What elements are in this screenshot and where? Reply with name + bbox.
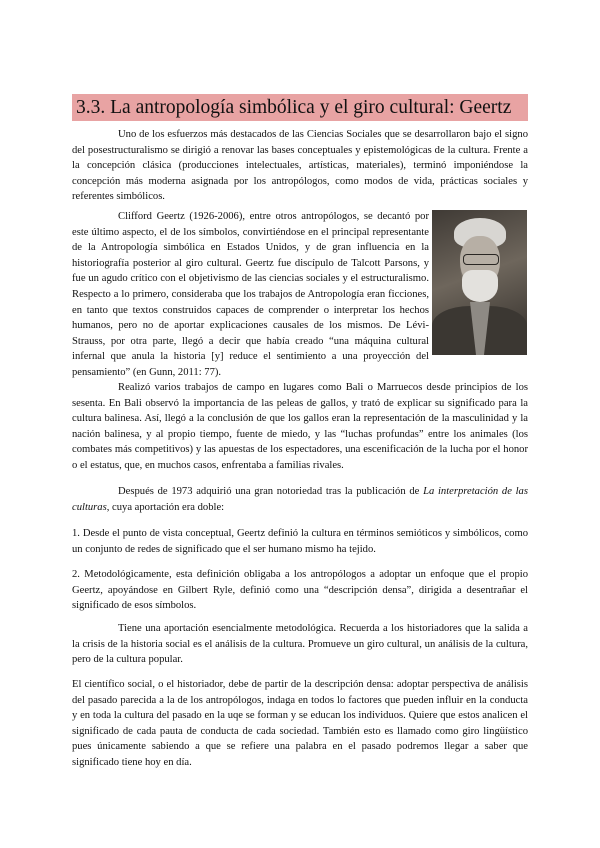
paragraph-methodology: Tiene una aportación esencialmente metodológica. Recuerda a los historiadores que la salida a la crisis de la historia social es el análisis de la cultura. Promueve un giro cultural, un análisis de la cultura, pero de la cultura popular. [72, 623, 528, 666]
portrait-glasses [463, 254, 499, 265]
paragraph-intro: Uno de los esfuerzos más destacados de las Ciencias Sociales que se desarrollaron bajo el signo del posestructuralismo se dirigió a renovar las bases conceptuales y epistemológicas de la cultura. Frente a la concepción clásica (producciones intelectuales, artísticas, materiales), terminó imponiéndose la concepción más moderna asignada por los antropólogos, como modos de vida, prácticas sociales y referentes simbólicos. [72, 129, 528, 203]
list-item-methodological: 2. Metodológicamente, esta definición obligaba a los antropólogos a adoptar un enfoque que el propio Geertz, apoyándose en Gilbert Ryle, definió como una “descripción densa”, dirigida a desentrañar el significado de esos símbolos. [72, 569, 528, 612]
portrait-beard [462, 270, 498, 302]
list-item-conceptual: 1. Desde el punto de vista conceptual, Geertz definió la cultura en términos semióticos y simbólicos, como un conjunto de redes de significado que el ser humano mismo ha tejido. [72, 528, 528, 555]
publication-suffix: , cuya aportación era doble: [106, 501, 225, 513]
paragraph-fieldwork: Realizó varios trabajos de campo en lugares como Bali o Marruecos desde principios de los sesenta. En Bali observó la importancia de las peleas de gallos, y trató de explicar su significado para la cultura balinesa. Así, llegó a la conclusión de que los gallos eran la representación de la masculinidad y la nación balinesa, y al propio tiempo, fuente de miedo, y las “luchas profundas” entre los animales (los combates más competitivos) y las apuestas de los espectadores, una escenificación de la lucha por el honor o el estatus, que, en muchos casos, enfrentaba a familias rivales. [72, 382, 528, 471]
book-title: La interpretación de las culturas [72, 486, 528, 513]
section-title: 3.3. La antropología simbólica y el giro cultural: Geertz [76, 97, 512, 118]
paragraph-geertz-bio: Clifford Geertz (1926-2006), entre otros antropólogos, se decantó por este último aspecto, el de los símbolos, convirtiéndose en el principal representante de la Antropología simbólica en Estados Unidos, y de gran influencia en la historiografía posterior al giro cultural. Geertz fue discípulo de Talcott Parsons, y fue un agudo crítico con el objetivismo de las ciencias sociales y el estructuralismo. Respecto a lo primero, consideraba que los trabajos de Antropología eran ficciones, en tanto que textos construidos capaces de comprender o interpretar los hechos humanos, pero no de aportar explicaciones causales de los mismos. De Lévi-Strauss, por otra parte, llegó a decir que había creado “una máquina cultural infernal que anula la historia [y] reduce el sentimiento a una proyección del pensamiento” (en Gunn, 2011: 77). [72, 211, 429, 378]
paragraph-dense-description: El científico social, o el historiador, debe de partir de la descripción densa: adoptar perspectiva de análisis del pasado parecida a la de los antropólogos, indaga en todos lo factores que pueden influir en la conducta y en toda la cultura del pasado en la uqe se forman y se educan los individuos. Quiere que estos analicen el significado de cada pauta de conducta de cada sociedad. También esto es llamado como giro lingüístico pues únicamente sabiendo a que se refiere una palabra en el pasado podremos llegar a saber que significado tiene hoy en día. [72, 679, 528, 768]
publication-prefix: Después de 1973 adquirió una gran notoriedad tras la publicación de [118, 486, 424, 497]
paragraph-publication [72, 484, 528, 515]
geertz-portrait [432, 210, 527, 355]
